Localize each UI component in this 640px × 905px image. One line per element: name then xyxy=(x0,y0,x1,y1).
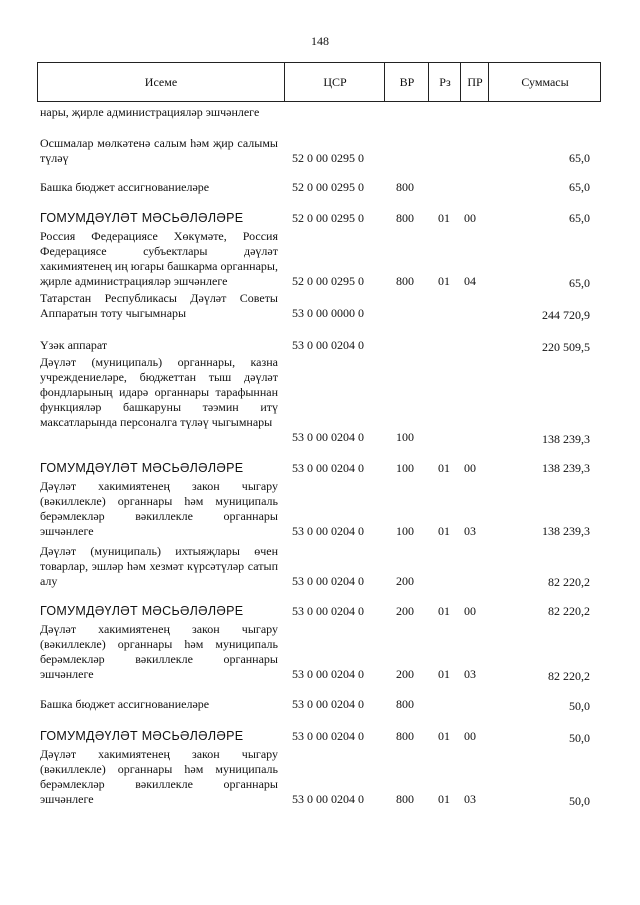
row-pr: 03 xyxy=(464,792,476,806)
row-rz: 01 xyxy=(438,461,450,475)
row-sum: 138 239,3 xyxy=(542,461,590,475)
row-csr: 53 0 00 0204 0 xyxy=(292,338,364,352)
row-sum: 220 509,5 xyxy=(542,340,590,354)
row-name: ГОМУМДӘҮЛӘТ МӘСЬӘЛӘЛӘРЕ xyxy=(40,604,244,618)
row-sum: 138 239,3 xyxy=(542,432,590,446)
row-sum: 50,0 xyxy=(569,794,590,808)
row-sum: 82 220,2 xyxy=(548,575,590,589)
row-vr: 800 xyxy=(396,211,414,225)
row-csr: 53 0 00 0204 0 xyxy=(292,667,364,681)
row-sum: 82 220,2 xyxy=(548,669,590,683)
row-vr: 800 xyxy=(396,697,414,711)
row-name: Россия Федерациясе Хөкүмәте, Россия Федерациясе субъектлары дәүләт хакимиятенең иң югары башкарма органнары, җирле администрацияләр эшчәнлеге xyxy=(40,229,278,288)
row-pr: 04 xyxy=(464,274,476,288)
row-csr: 52 0 00 0295 0 xyxy=(292,180,364,194)
row-sum: 65,0 xyxy=(569,180,590,194)
row-csr: 52 0 00 0295 0 xyxy=(292,211,364,225)
row-csr: 53 0 00 0204 0 xyxy=(292,697,364,711)
row-name: ГОМУМДӘҮЛӘТ МӘСЬӘЛӘЛӘРЕ xyxy=(40,211,244,225)
row-vr: 200 xyxy=(396,574,414,588)
row-vr: 200 xyxy=(396,667,414,681)
row-csr: 53 0 00 0204 0 xyxy=(292,524,364,538)
row-rz: 01 xyxy=(438,729,450,743)
row-pr: 00 xyxy=(464,211,476,225)
row-vr: 100 xyxy=(396,524,414,538)
row-name: Башка бюджет ассигнованиеләре xyxy=(40,697,210,711)
row-csr: 53 0 00 0204 0 xyxy=(292,729,364,743)
row-rz: 01 xyxy=(438,524,450,538)
row-name: Дәүләт хакимиятенең закон чыгару (вәкиллекле) органнары һәм муниципаль берәмлекләр вәкиллекле органнары эшчәнлеге xyxy=(40,747,278,806)
row-vr: 800 xyxy=(396,729,414,743)
row-sum: 138 239,3 xyxy=(542,524,590,538)
row-name: Дәүләт (муниципаль) органнары, казна учреждениеләре, бюджеттан тыш дәүләт фондларының идарә органнары тарафыннан функцияләр башкаруны тәэмин итү максатларында персоналга түләү чыгымнары xyxy=(40,355,278,429)
row-rz: 01 xyxy=(438,211,450,225)
row-name: нары, җирле администрацияләр эшчәнлеге xyxy=(40,105,260,119)
row-name: Дәүләт хакимиятенең закон чыгару (вәкиллекле) органнары һәм муниципаль берәмлекләр вәкиллекле органнары эшчәнлеге xyxy=(40,622,278,681)
row-csr: 53 0 00 0204 0 xyxy=(292,574,364,588)
row-sum: 82 220,2 xyxy=(548,604,590,618)
row-pr: 00 xyxy=(464,729,476,743)
header-sum: Суммасы xyxy=(488,63,601,101)
header-csr: ЦСР xyxy=(284,63,385,101)
row-rz: 01 xyxy=(438,274,450,288)
row-sum: 65,0 xyxy=(569,151,590,165)
header-pr: ПР xyxy=(460,63,489,101)
row-name: Осшмалар мөлкәтенә салым һәм җир салымы түләү xyxy=(40,136,278,165)
row-vr: 100 xyxy=(396,430,414,444)
row-csr: 52 0 00 0295 0 xyxy=(292,274,364,288)
row-csr: 53 0 00 0000 0 xyxy=(292,306,364,320)
header-rz: Рз xyxy=(428,63,461,101)
row-name: Дәүләт хакимиятенең закон чыгару (вәкиллекле) органнары һәм муниципаль берәмлекләр вәкиллекле органнары эшчәнлеге xyxy=(40,479,278,538)
row-sum: 65,0 xyxy=(569,211,590,225)
row-pr: 00 xyxy=(464,461,476,475)
row-rz: 01 xyxy=(438,667,450,681)
row-sum: 65,0 xyxy=(569,276,590,290)
row-csr: 53 0 00 0204 0 xyxy=(292,792,364,806)
row-sum: 50,0 xyxy=(569,699,590,713)
page-number: 148 xyxy=(311,34,329,48)
row-csr: 53 0 00 0204 0 xyxy=(292,604,364,618)
row-name: Татарстан Республикасы Дәүләт Советы Аппаратын тоту чыгымнары xyxy=(40,291,278,320)
row-sum: 50,0 xyxy=(569,731,590,745)
row-name: Дәүләт (муниципаль) ихтыяҗлары өчен товарлар, эшләр һәм хезмәт күрсәтүләр сатып алу xyxy=(40,544,278,588)
row-rz: 01 xyxy=(438,792,450,806)
row-csr: 52 0 00 0295 0 xyxy=(292,151,364,165)
row-sum: 244 720,9 xyxy=(542,308,590,322)
row-vr: 800 xyxy=(396,792,414,806)
row-name: ГОМУМДӘҮЛӘТ МӘСЬӘЛӘЛӘРЕ xyxy=(40,461,244,475)
row-vr: 200 xyxy=(396,604,414,618)
row-name: Башка бюджет ассигнованиеләре xyxy=(40,180,210,194)
row-pr: 03 xyxy=(464,667,476,681)
row-name: Үзәк аппарат xyxy=(40,338,108,352)
row-pr: 03 xyxy=(464,524,476,538)
row-csr: 53 0 00 0204 0 xyxy=(292,430,364,444)
row-vr: 800 xyxy=(396,274,414,288)
table-header xyxy=(37,62,601,102)
row-vr: 100 xyxy=(396,461,414,475)
row-vr: 800 xyxy=(396,180,414,194)
header-name: Исеме xyxy=(144,75,178,89)
row-csr: 53 0 00 0204 0 xyxy=(292,461,364,475)
row-rz: 01 xyxy=(438,604,450,618)
row-pr: 00 xyxy=(464,604,476,618)
header-vr: ВР xyxy=(384,63,429,101)
row-name: ГОМУМДӘҮЛӘТ МӘСЬӘЛӘЛӘРЕ xyxy=(40,729,244,743)
